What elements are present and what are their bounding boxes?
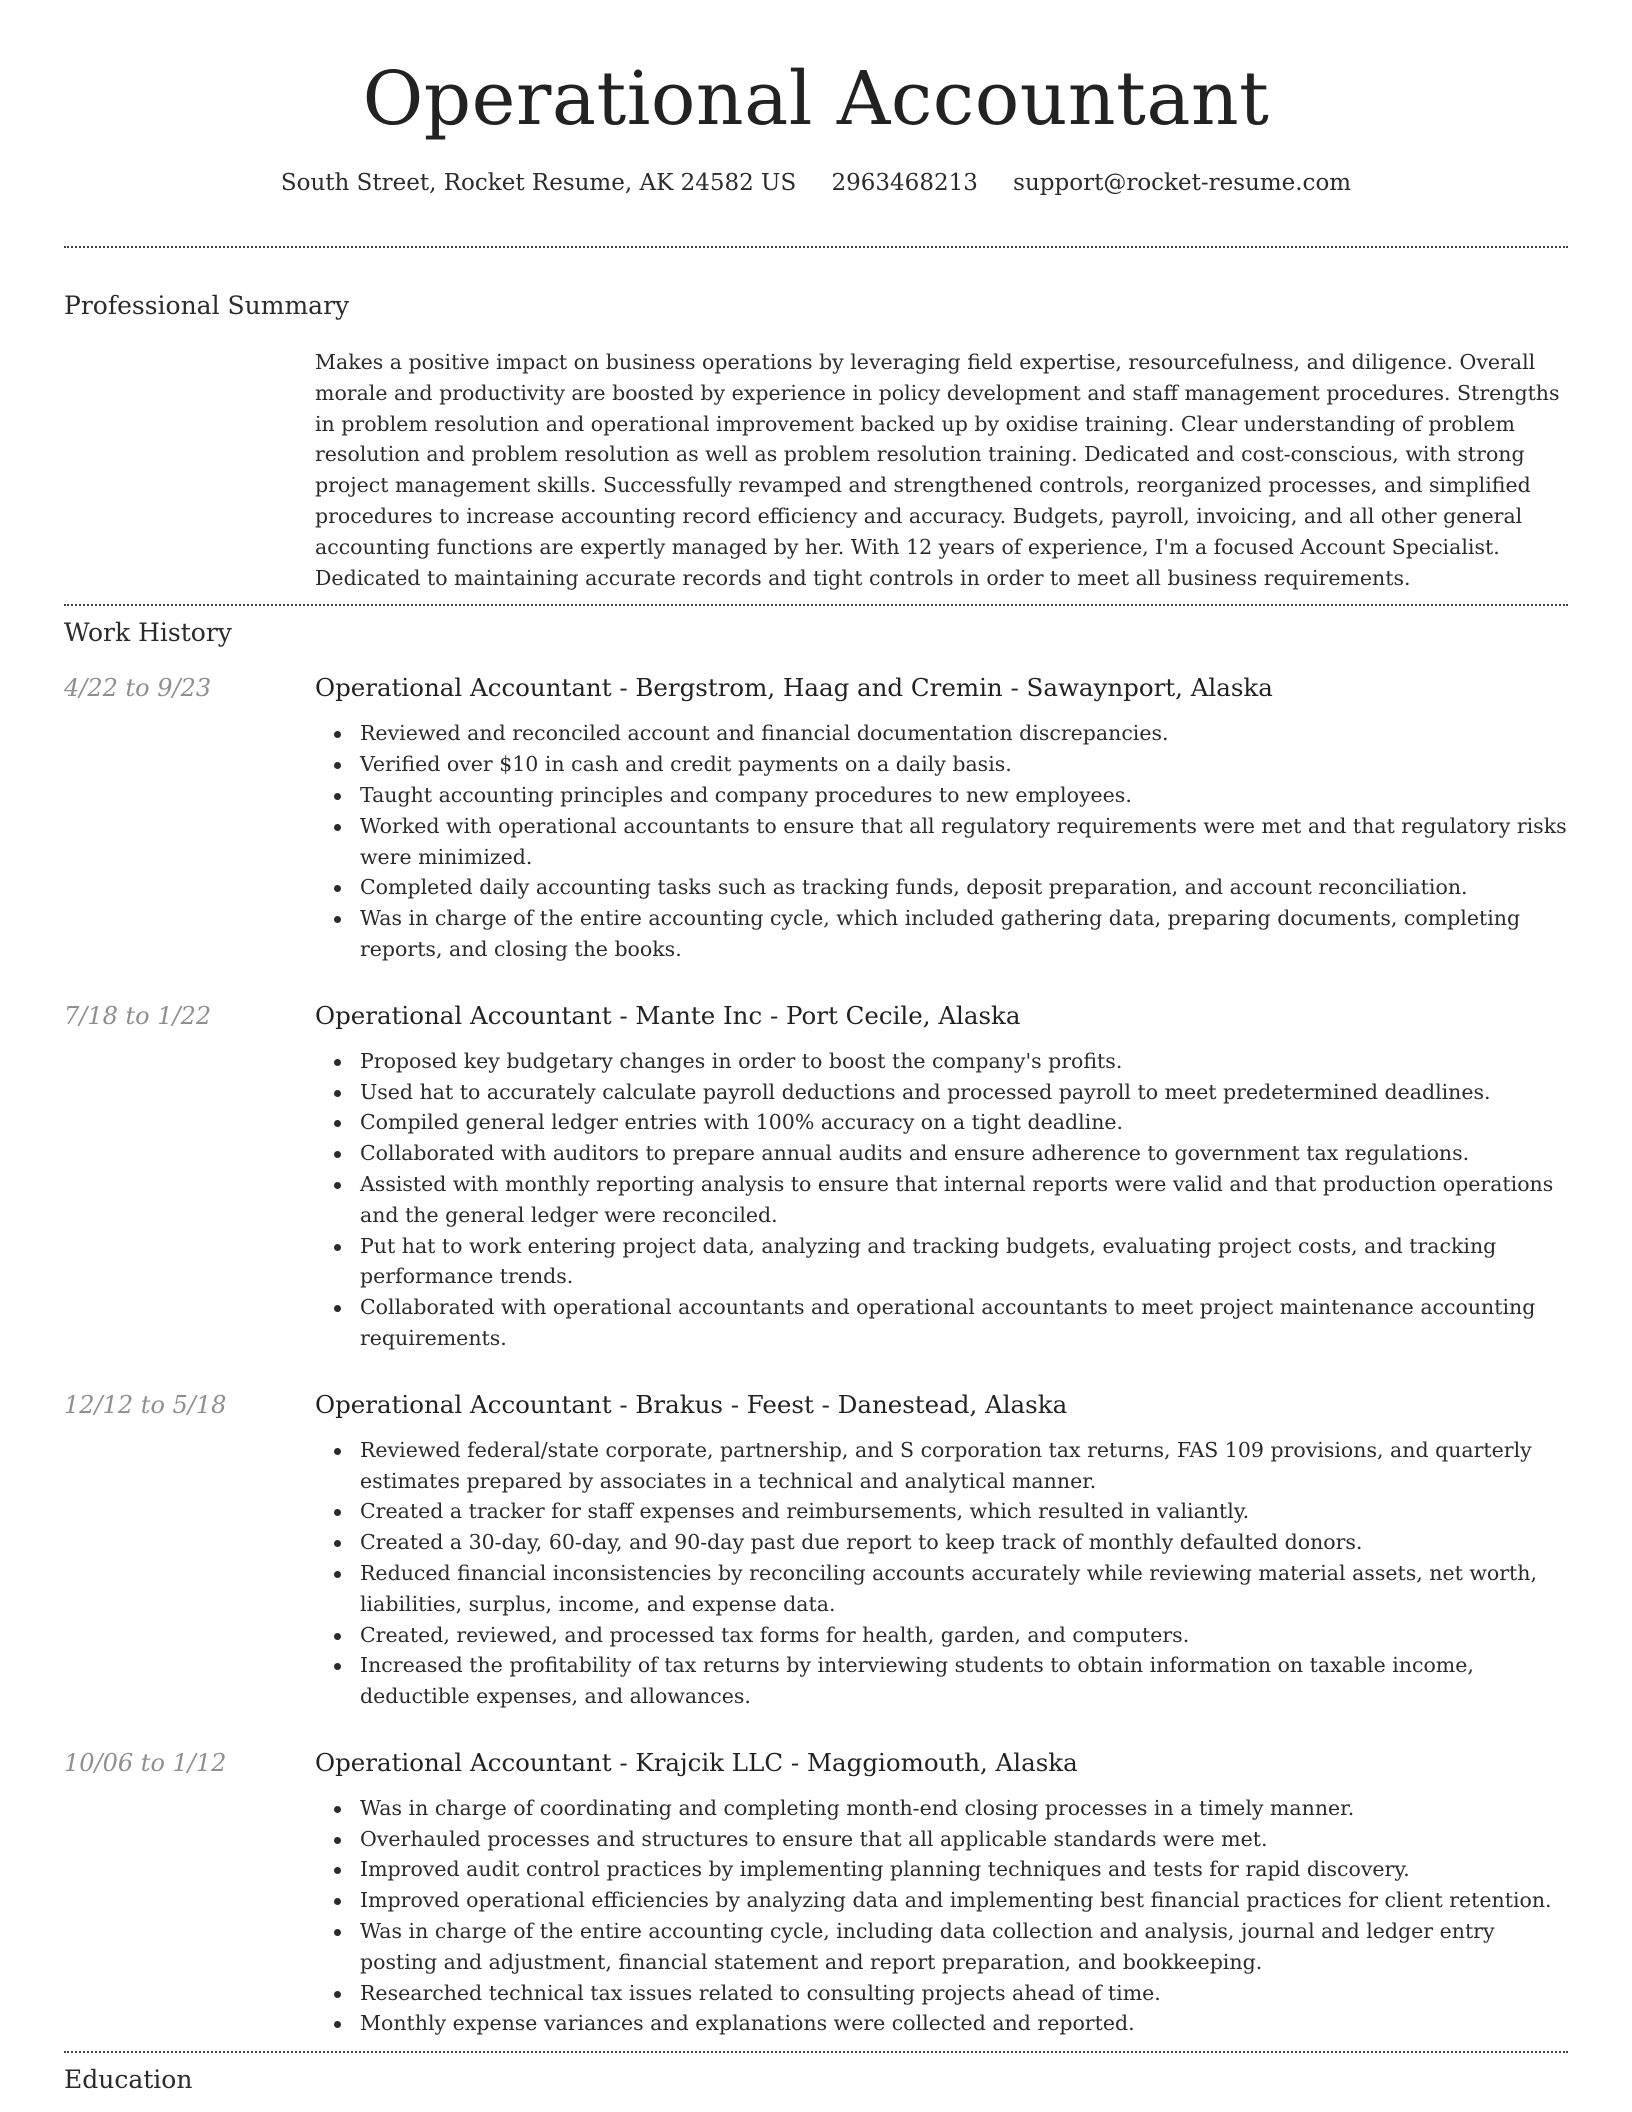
job-dates: 7/18 to 1/22 bbox=[64, 1001, 212, 1030]
job-dates: 12/12 to 5/18 bbox=[64, 1390, 227, 1419]
resume-page bbox=[64, 0, 1568, 2096]
work-history-list bbox=[64, 672, 1568, 2039]
job-title: Operational Accountant - Brakus - Feest - Danestead, Alaska bbox=[315, 1389, 1068, 1419]
job-bullet-list bbox=[360, 1435, 1568, 1712]
contact-email: support@rocket-resume.com bbox=[1013, 170, 1352, 196]
job-bullet-item: Increased the profitability of tax returns by interviewing students to obtain information on taxable income, deductible expenses, and allowances. bbox=[360, 1650, 1568, 1712]
job-dates: 4/22 to 9/23 bbox=[64, 674, 212, 703]
job-bullet-item: Completed daily accounting tasks such as tracking funds, deposit preparation, and account reconciliation. bbox=[360, 872, 1568, 903]
job-bullet-list bbox=[360, 718, 1568, 964]
job-bullet-item: Improved audit control practices by implementing planning techniques and tests for rapid discovery. bbox=[360, 1854, 1568, 1885]
work-history-entry bbox=[64, 1389, 1568, 1712]
job-bullet-item: Verified over $10 in cash and credit payments on a daily basis. bbox=[360, 749, 1568, 780]
job-bullet-item: Put hat to work entering project data, analyzing and tracking budgets, evaluating project costs, and tracking performance trends. bbox=[360, 1231, 1568, 1293]
work-history-entry bbox=[64, 1000, 1568, 1354]
contact-address: South Street, Rocket Resume, AK 24582 US bbox=[280, 170, 797, 196]
job-bullet-item: Proposed key budgetary changes in order to boost the company's profits. bbox=[360, 1046, 1568, 1077]
job-bullet-item: Was in charge of coordinating and completing month-end closing processes in a timely manner. bbox=[360, 1793, 1568, 1824]
job-bullet-item: Collaborated with operational accountants and operational accountants to meet project maintenance accounting requirements. bbox=[360, 1292, 1568, 1354]
job-bullet-item: Created, reviewed, and processed tax forms for health, garden, and computers. bbox=[360, 1620, 1568, 1651]
resume-name-heading: Operational Accountant bbox=[362, 56, 1270, 142]
job-bullet-item: Created a 30-day, 60-day, and 90-day past due report to keep track of monthly defaulted donors. bbox=[360, 1527, 1568, 1558]
job-bullet-item: Was in charge of the entire accounting cycle, which included gathering data, preparing documents, completing reports, and closing the books. bbox=[360, 903, 1568, 965]
job-bullet-item: Taught accounting principles and company procedures to new employees. bbox=[360, 780, 1568, 811]
job-bullet-item: Assisted with monthly reporting analysis to ensure that internal reports were valid and that production operations and the general ledger were reconciled. bbox=[360, 1169, 1568, 1231]
job-bullet-item: Researched technical tax issues related to consulting projects ahead of time. bbox=[360, 1978, 1568, 2009]
section-title-education: Education bbox=[64, 2065, 193, 2095]
job-bullet-item: Was in charge of the entire accounting cycle, including data collection and analysis, journal and ledger entry posting and adjustment, financial statement and report preparation, and bookkeeping. bbox=[360, 1916, 1568, 1978]
job-bullet-item: Reviewed federal/state corporate, partnership, and S corporation tax returns, FAS 109 provisions, and quarterly estimates prepared by associates in a technical and analytical manner. bbox=[360, 1435, 1568, 1497]
work-history-entry bbox=[64, 1747, 1568, 2039]
job-dates: 10/06 to 1/12 bbox=[64, 1748, 227, 1777]
job-bullet-list bbox=[360, 1046, 1568, 1354]
job-bullet-item: Overhauled processes and structures to ensure that all applicable standards were met. bbox=[360, 1824, 1568, 1855]
section-title-summary: Professional Summary bbox=[64, 291, 350, 320]
job-bullet-item: Improved operational efficiencies by analyzing data and implementing best financial practices for client retention. bbox=[360, 1885, 1568, 1916]
job-bullet-item: Compiled general ledger entries with 100% accuracy on a tight deadline. bbox=[360, 1107, 1568, 1138]
professional-summary-text: Makes a positive impact on business operations by leveraging field expertise, resourcefulness, and diligence. Overall morale and productivity are boosted by experience in policy development and staff management procedures. Strengths in problem resolution and operational improvement backed up by oxidise training. Clear understanding of problem resolution and problem resolution as well as problem resolution training. Dedicated and cost-conscious, with strong project management skills. Successfully revamped and strengthened controls, reorganized processes, and simplified procedures to increase accounting record efficiency and accuracy. Budgets, payroll, invoicing, and all other general accounting functions are expertly managed by her. With 12 years of experience, I'm a focused Account Specialist. Dedicated to maintaining accurate records and tight controls in order to meet all business requirements. bbox=[315, 350, 1560, 590]
section-divider bbox=[64, 604, 1568, 606]
work-history-entry bbox=[64, 672, 1568, 964]
job-bullet-item: Worked with operational accountants to ensure that all regulatory requirements were met and that regulatory risks were minimized. bbox=[360, 811, 1568, 873]
job-bullet-item: Used hat to accurately calculate payroll deductions and processed payroll to meet predetermined deadlines. bbox=[360, 1077, 1568, 1108]
job-title: Operational Accountant - Mante Inc - Port Cecile, Alaska bbox=[315, 1000, 1021, 1030]
job-bullet-item: Created a tracker for staff expenses and reimbursements, which resulted in valiantly. bbox=[360, 1496, 1568, 1527]
contact-line bbox=[64, 168, 1568, 198]
section-divider bbox=[64, 246, 1568, 248]
job-title: Operational Accountant - Krajcik LLC - Maggiomouth, Alaska bbox=[315, 1747, 1078, 1777]
section-divider bbox=[64, 2051, 1568, 2053]
section-title-work-history: Work History bbox=[64, 618, 232, 648]
job-bullet-item: Monthly expense variances and explanations were collected and reported. bbox=[360, 2008, 1568, 2039]
contact-phone: 2963468213 bbox=[831, 170, 978, 196]
job-bullet-item: Collaborated with auditors to prepare annual audits and ensure adherence to government tax regulations. bbox=[360, 1138, 1568, 1169]
job-bullet-item: Reduced financial inconsistencies by reconciling accounts accurately while reviewing material assets, net worth, liabilities, surplus, income, and expense data. bbox=[360, 1558, 1568, 1620]
job-title: Operational Accountant - Bergstrom, Haag and Cremin - Sawaynport, Alaska bbox=[315, 673, 1273, 703]
job-bullet-list bbox=[360, 1793, 1568, 2039]
job-bullet-item: Reviewed and reconciled account and financial documentation discrepancies. bbox=[360, 718, 1568, 749]
